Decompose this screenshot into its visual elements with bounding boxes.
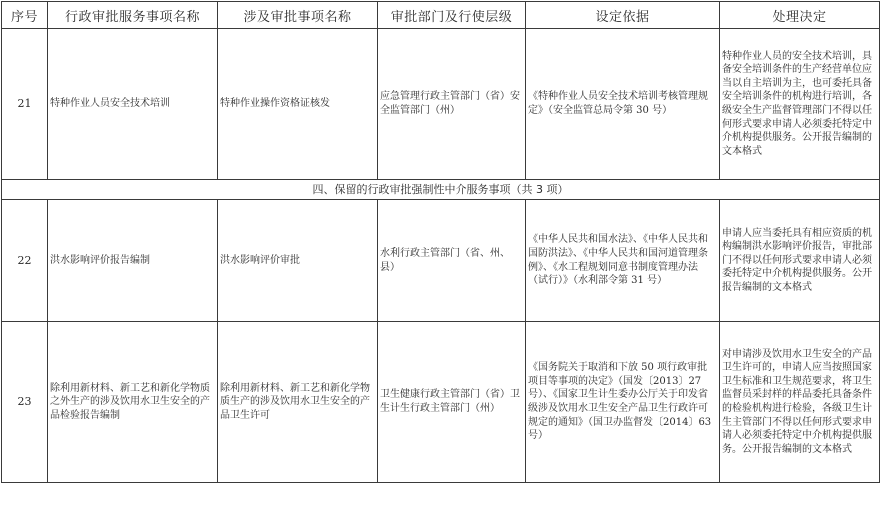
row-basis: 《中华人民共和国水法》、《中华人民共和国防洪法》、《中华人民共和国河道管理条例》、《水工程规划同意书制度管理办法（试行）》（水利部令第 31 号） [526, 200, 720, 322]
header-service-name: 行政审批服务事项名称 [48, 2, 218, 29]
header-row [2, 2, 880, 29]
row-service-name: 特种作业人员安全技术培训 [48, 29, 218, 180]
approval-items-table-page [1, 1, 879, 503]
row-approval-item: 特种作业操作资格证核发 [218, 29, 378, 180]
row-service-name: 除利用新材料、新工艺和新化学物质之外生产的涉及饮用水卫生安全的产品检验报告编制 [48, 322, 218, 483]
section-title: 四、保留的行政审批强制性中介服务事项（共 3 项） [2, 180, 880, 200]
row-no: 22 [2, 200, 48, 322]
row-department: 水利行政主管部门（省、州、县） [378, 200, 526, 322]
header-department: 审批部门及行使层级 [378, 2, 526, 29]
header-basis: 设定依据 [526, 2, 720, 29]
row-decision: 对申请涉及饮用水卫生安全的产品卫生许可的，申请人应当按照国家卫生标准和卫生规范要求，将卫生监督员采封样的样品委托具备条件的检验机构进行检验，各级卫生计生主管部门不得以任何形式要求申请人必须委托特定中介机构提供服务。公开报告编制的文本格式 [720, 322, 880, 483]
table-row [2, 29, 880, 180]
row-department: 应急管理行政主管部门（省）安全监管部门（州） [378, 29, 526, 180]
row-service-name: 洪水影响评价报告编制 [48, 200, 218, 322]
row-decision: 申请人应当委托具有相应资质的机构编制洪水影响评价报告，审批部门不得以任何形式要求申请人必须委托特定中介机构提供服务。公开报告编制的文本格式 [720, 200, 880, 322]
header-decision: 处理决定 [720, 2, 880, 29]
section-row [2, 180, 880, 200]
row-no: 23 [2, 322, 48, 483]
table-row [2, 322, 880, 483]
row-basis: 《国务院关于取消和下放 50 项行政审批项目等事项的决定》（国发〔2013〕27 号）、《国家卫生计生委办公厅关于印发省级涉及饮用水卫生安全产品卫生行政许可规定的通知》（国卫办监督发〔2014〕63 号） [526, 322, 720, 483]
row-no: 21 [2, 29, 48, 180]
header-no: 序号 [2, 2, 48, 29]
header-approval-item: 涉及审批事项名称 [218, 2, 378, 29]
row-approval-item: 洪水影响评价审批 [218, 200, 378, 322]
row-approval-item: 除利用新材料、新工艺和新化学物质生产的涉及饮用水卫生安全的产品卫生许可 [218, 322, 378, 483]
approval-items-table [1, 1, 880, 483]
row-department: 卫生健康行政主管部门（省）卫生计生行政主管部门（州） [378, 322, 526, 483]
row-basis: 《特种作业人员安全技术培训考核管理规定》（安全监管总局令第 30 号） [526, 29, 720, 180]
row-decision: 特种作业人员的安全技术培训，具备安全培训条件的生产经营单位应当以自主培训为主，也可委托具备安全培训条件的机构进行培训，各级安全生产监督管理部门不得以任何形式要求申请人必须委托特定中介机构提供服务。公开报告编制的文本格式 [720, 29, 880, 180]
table-row [2, 200, 880, 322]
